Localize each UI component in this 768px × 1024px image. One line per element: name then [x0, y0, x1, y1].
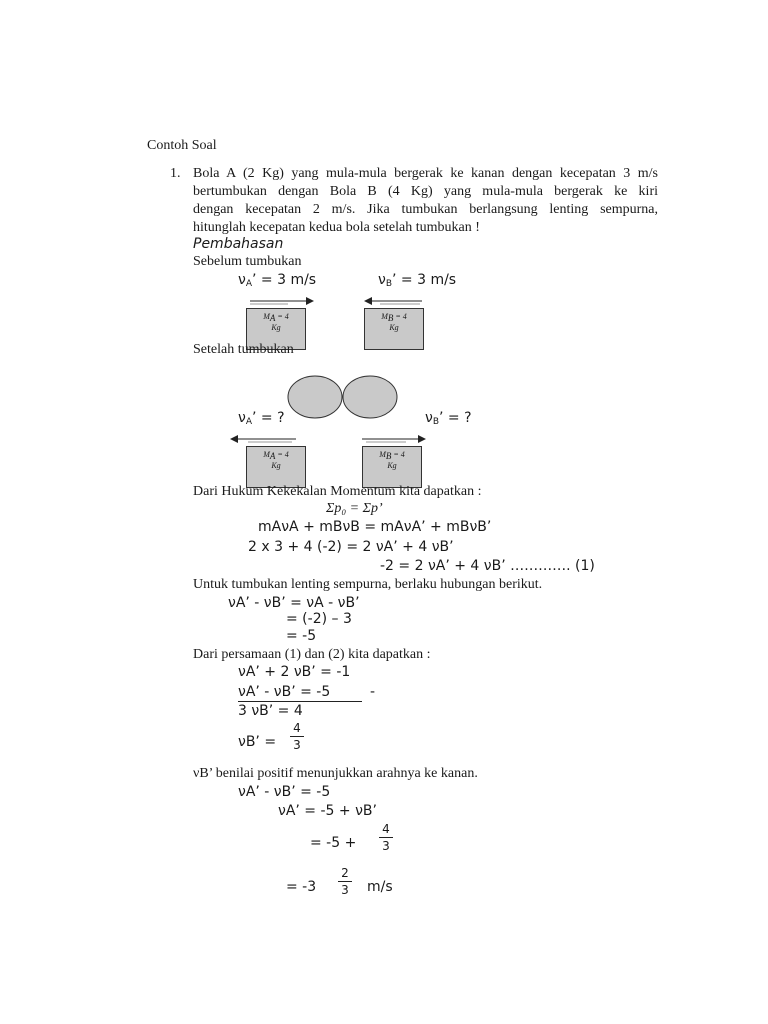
subtraction-sign: -	[370, 684, 376, 700]
arrow-b-left-head	[364, 297, 372, 305]
box-b-before: $M_B = 4$ Kg	[364, 308, 424, 350]
setelah-vb: $\nu_B$’ = ?	[425, 410, 472, 427]
kesimpulan-eq-1: νA’ - νB’ = -5	[238, 784, 331, 800]
persamaan-eq-2: νA’ - νB’ = -5	[238, 684, 331, 700]
box-a-before: $M_A = 4$ Kg	[246, 308, 306, 350]
box-a-after: $M_A = 4$ Kg	[246, 446, 306, 488]
fraction-2-3: $\frac{2}{3}$	[338, 865, 352, 898]
momentum-intro: Dari Hukum Kekekalan Momentum kita dapatkan :	[193, 484, 482, 499]
sebelum-label: Sebelum tumbukan	[193, 254, 302, 269]
problem-line-3: dengan kecepatan 2 m/s. Jika tumbukan berlangsung lenting sempurna,	[193, 202, 658, 217]
subtraction-rule	[238, 701, 362, 702]
kesimpulan-eq-4: = -3	[286, 879, 317, 895]
momentum-eq-symbolic: mAνA + mBνB = mAνA’ + mBνB’	[258, 519, 492, 535]
result-unit: m/s	[367, 879, 393, 895]
problem-line-2: bertumbukan dengan Bola B (4 Kg) yang mula-mula bergerak ke kiri	[193, 184, 658, 199]
momentum-sum: Σp₀ = Σp’	[326, 501, 383, 516]
kesimpulan-eq-2: νA’ = -5 + νB’	[278, 803, 377, 819]
persamaan-eq-1: νA’ + 2 νB’ = -1	[238, 664, 351, 680]
problem-line-1: Bola A (2 Kg) yang mula-mula bergerak ke kanan dengan kecepatan 3 m/s	[193, 166, 658, 181]
box-b-after: $M_B = 4$ Kg	[362, 446, 422, 488]
ball-a	[288, 376, 342, 418]
arrow-b-right-head	[418, 435, 426, 443]
setelah-va: $\nu_A$’ = ?	[238, 410, 285, 427]
pembahasan-label: Pembahasan	[193, 236, 284, 252]
problem-number: 1.	[170, 166, 181, 181]
fraction-4-3-a: $\frac{4}{3}$	[290, 720, 304, 753]
setelah-label: Setelah tumbukan	[193, 342, 294, 357]
lenting-eq-2: = (-2) – 3	[286, 611, 352, 627]
persamaan-intro: Dari persamaan (1) dan (2) kita dapatkan :	[193, 647, 431, 662]
sebelum-va: $\nu_A$’ = 3 m/s	[238, 272, 317, 289]
sebelum-vb: $\nu_B$’ = 3 m/s	[378, 272, 457, 289]
momentum-eq-1: -2 = 2 νA’ + 4 νB’ …………. (1)	[380, 558, 595, 574]
problem-line-4: hitunglah kecepatan kedua bola setelah tumbukan !	[193, 220, 480, 235]
persamaan-eq-4: νB’ =	[238, 734, 277, 750]
lenting-intro: Untuk tumbukan lenting sempurna, berlaku hubungan berikut.	[193, 577, 543, 592]
persamaan-eq-3: 3 νB’ = 4	[238, 703, 303, 719]
collision-balls	[286, 374, 400, 420]
heading: Contoh Soal	[147, 138, 217, 153]
ball-b	[343, 376, 397, 418]
kesimpulan-eq-3: = -5 +	[310, 835, 357, 851]
arrow-a-left-head	[230, 435, 238, 443]
arrow-a-right-head	[306, 297, 314, 305]
fraction-4-3-b: $\frac{4}{3}$	[379, 821, 393, 854]
momentum-eq-numeric: 2 x 3 + 4 (-2) = 2 νA’ + 4 νB’	[248, 539, 454, 555]
lenting-eq-3: = -5	[286, 628, 317, 644]
kesimpulan-text: νB’ benilai positif menunjukkan arahnya ke kanan.	[193, 766, 478, 781]
lenting-eq-1: νA’ - νB’ = νA - νB’	[228, 595, 360, 611]
